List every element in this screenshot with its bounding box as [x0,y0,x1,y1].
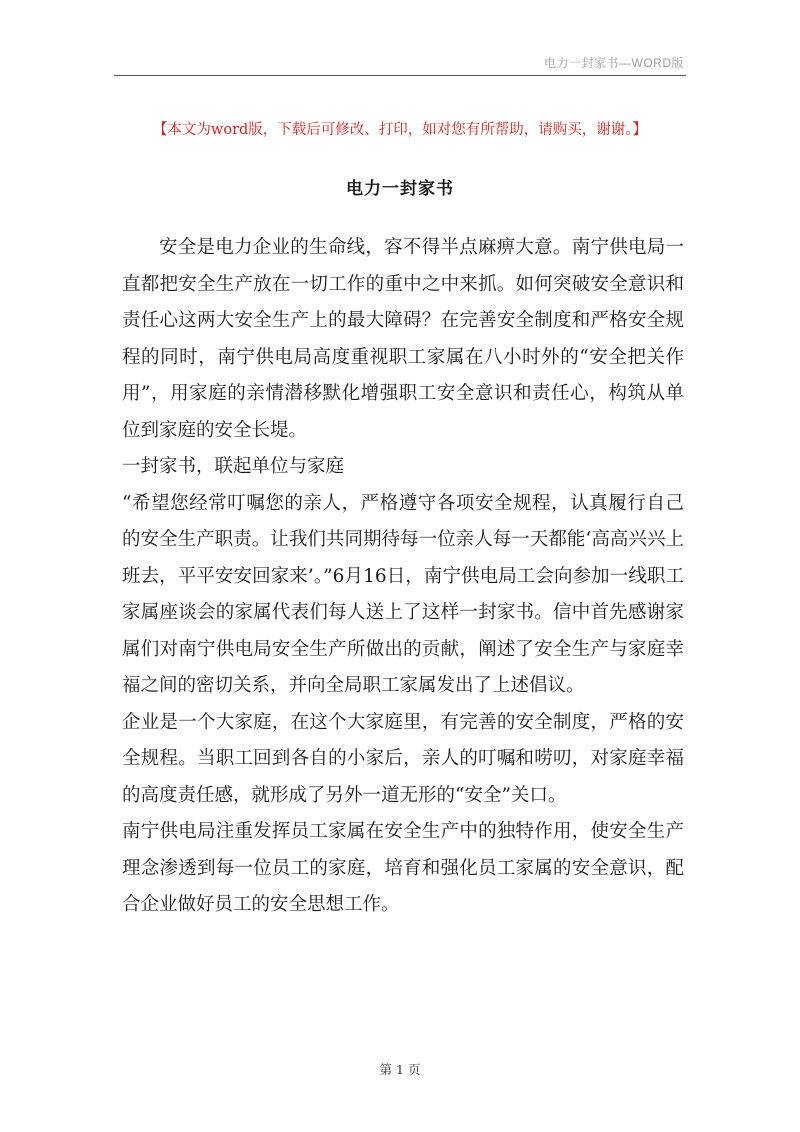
header-divider [114,75,686,76]
document-body [122,230,684,924]
paragraph-role: 南宁供电局注重发挥员工家属在安全生产中的独特作用，使安全生产理念渗透到每一位员工的家庭，培育和强化员工家属的安全意识，配合企业做好员工的安全思想工作。 [122,821,684,915]
purchase-notice: 【本文为word版，下载后可修改、打印，如对您有所帮助，请购买，谢谢。】 [152,122,648,138]
page-number: 第 1 页 [379,1062,421,1077]
paragraph-intro: 安全是电力企业的生命线，容不得半点麻痹大意。南宁供电局一直都把安全生产放在一切工作的重中之中来抓。如何突破安全意识和责任心这两大安全生产上的最大障碍？在完善安全制度和严格安全规程的同时，南宁供电局高度重视职工家属在八小时外的“安全把关作用”，用家庭的亲情潜移默化增强职工安全意识和责任心，构筑从单位到家庭的安全长堤。 [122,237,684,441]
running-header: 电力一封家书—WORD版 [544,56,684,70]
section-heading: 一封家书，联起单位与家庭 [122,456,345,477]
paragraph-family: 企业是一个大家庭，在这个大家庭里，有完善的安全制度，严格的安全规程。当职工回到各自的小家后，亲人的叮嘱和唠叨，对家庭幸福的高度责任感，就形成了另外一道无形的“安全”关口。 [122,711,684,806]
paragraph-letter: “希望您经常叮嘱您的亲人，严格遵守各项安全规程，认真履行自己的安全生产职责。让我们共同期待每一位亲人每一天都能‘高高兴兴上班去，平平安安回家来’。”6月16日，南宁供电局工会向参加一线职工家属座谈会的家属代表们每人送上了这样一封家书。信中首先感谢家属们对南宁供电局安全生产所做出的贡献，阐述了安全生产与家庭幸福之间的密切关系，并向全局职工家属发出了上述倡议。 [122,492,684,696]
document-title: 电力一封家书 [346,179,454,199]
